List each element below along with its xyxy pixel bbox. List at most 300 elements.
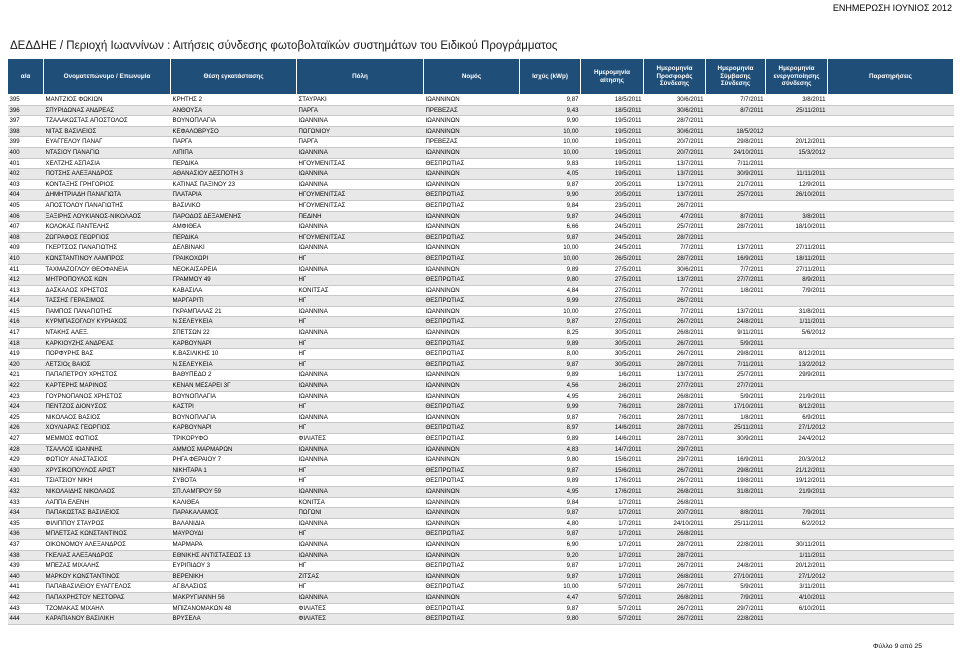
cell-power: 9,87 — [520, 359, 581, 370]
cell-remarks — [828, 275, 954, 286]
cell-location: ΛΙΠΙΠΑ — [171, 147, 297, 158]
table-row — [8, 338, 954, 349]
cell-city: ΙΩΑΝΝΙΝΑ — [297, 539, 424, 550]
cell-activation-date: 24/4/2012 — [766, 434, 828, 445]
cell-name: ΤΖΑΛΑΚΩΣΤΑΣ ΑΠΟΣΤΟΛΟΣ — [44, 116, 171, 127]
cell-application-date: 1/7/2011 — [581, 497, 644, 508]
cell-activation-date: 25/11/2011 — [766, 105, 828, 116]
cell-name: ΠΑΜΠΟΣ ΠΑΝΑΓΙΩΤΗΣ — [44, 306, 171, 317]
cell-contract-date — [706, 550, 766, 561]
cell-activation-date: 8/12/2011 — [766, 402, 828, 413]
cell-offer-date: 30/6/2011 — [644, 95, 706, 106]
table-row — [8, 381, 954, 392]
cell-contract-date: 31/8/2011 — [706, 486, 766, 497]
cell-city: ΗΓ — [297, 275, 424, 286]
col-header-city: Πόλη — [297, 59, 424, 95]
cell-contract-date: 24/8/2011 — [706, 561, 766, 572]
cell-activation-date: 13/2/2012 — [766, 359, 828, 370]
cell-application-date: 7/6/2011 — [581, 412, 644, 423]
cell-application-date: 1/7/2011 — [581, 550, 644, 561]
cell-prefecture: ΘΕΣΠΡΩΤΙΑΣ — [424, 603, 520, 614]
cell-location: ΜΑΡΓΑΡΙΤΙ — [171, 296, 297, 307]
cell-activation-date: 8/9/2011 — [766, 275, 828, 286]
table-row — [8, 497, 954, 508]
cell-prefecture: ΙΩΑΝΝΙΝΩΝ — [424, 126, 520, 137]
cell-contract-date: 30/9/2011 — [706, 169, 766, 180]
cell-city: ΗΓ — [297, 338, 424, 349]
cell-activation-date: 27/11/2011 — [766, 243, 828, 254]
cell-location: ΚΑΛΙΘΕΑ — [171, 497, 297, 508]
table-row — [8, 306, 954, 317]
cell-remarks — [828, 539, 954, 550]
cell-power: 9,87 — [520, 179, 581, 190]
cell-activation-date — [766, 529, 828, 540]
cell-aa: 427 — [8, 434, 44, 445]
cell-remarks — [828, 349, 954, 360]
table-row — [8, 211, 954, 222]
cell-remarks — [828, 222, 954, 233]
cell-prefecture: ΙΩΑΝΝΙΝΩΝ — [424, 243, 520, 254]
cell-city: ΦΙΛΙΑΤΕΣ — [297, 603, 424, 614]
table-row — [8, 603, 954, 614]
cell-contract-date: 27/7/2011 — [706, 275, 766, 286]
cell-city: ΗΓ — [297, 582, 424, 593]
cell-activation-date: 26/10/2011 — [766, 190, 828, 201]
cell-location: ΑΜΜΟΣ ΜΑΡΜΑΡΩΝ — [171, 444, 297, 455]
cell-aa: 434 — [8, 508, 44, 519]
cell-contract-date — [706, 200, 766, 211]
cell-aa: 415 — [8, 306, 44, 317]
cell-prefecture: ΙΩΑΝΝΙΝΩΝ — [424, 391, 520, 402]
cell-name: ΧΡΥΣΙΚΟΠΟΥΛΟΣ ΑΡΙΣΤ — [44, 465, 171, 476]
cell-aa: 418 — [8, 338, 44, 349]
cell-contract-date: 7/11/2011 — [706, 359, 766, 370]
cell-location: ΒΡΥΣΕΛΑ — [171, 614, 297, 625]
cell-name: ΚΑΡΤΕΡΗΣ ΜΑΡΙΝΟΣ — [44, 381, 171, 392]
cell-city: ΙΩΑΝΝΙΝΑ — [297, 179, 424, 190]
cell-offer-date: 26/7/2011 — [644, 603, 706, 614]
cell-name: ΛΑΠΠΑ ΕΛΕΝΗ — [44, 497, 171, 508]
cell-prefecture: ΙΩΑΝΝΙΝΩΝ — [424, 169, 520, 180]
cell-city: ΣΤΑΥΡΑΚΙ — [297, 95, 424, 106]
table-row — [8, 169, 954, 180]
cell-offer-date: 24/10/2011 — [644, 518, 706, 529]
cell-power: 4,05 — [520, 169, 581, 180]
cell-remarks — [828, 444, 954, 455]
cell-offer-date: 26/8/2011 — [644, 592, 706, 603]
cell-application-date: 27/5/2011 — [581, 275, 644, 286]
page-title: ΔΕΔΔΗΕ / Περιοχή Ιωαννίνων : Αιτήσεις σύνδεσης φωτοβολταϊκών συστημάτων του Ειδικού Προγράμματος — [10, 40, 558, 52]
cell-remarks — [828, 381, 954, 392]
cell-remarks — [828, 497, 954, 508]
table-row — [8, 317, 954, 328]
cell-location: ΑΜΦΙΘΕΑ — [171, 222, 297, 233]
cell-application-date: 26/5/2011 — [581, 253, 644, 264]
cell-city: ΙΩΑΝΝΙΝΑ — [297, 222, 424, 233]
cell-location: Ν.ΣΕΛΕΥΚΕΙΑ — [171, 317, 297, 328]
cell-name: ΔΗΜΗΤΡΙΑΔΗ ΠΑΝΑΓΙΩΤΑ — [44, 190, 171, 201]
cell-offer-date: 26/7/2011 — [644, 200, 706, 211]
table-row — [8, 391, 954, 402]
table-row — [8, 539, 954, 550]
cell-offer-date: 25/7/2011 — [644, 222, 706, 233]
cell-offer-date: 13/7/2011 — [644, 179, 706, 190]
cell-offer-date: 26/8/2011 — [644, 391, 706, 402]
cell-prefecture: ΘΕΣΠΡΩΤΙΑΣ — [424, 338, 520, 349]
cell-contract-date: 19/8/2011 — [706, 476, 766, 487]
cell-aa: 402 — [8, 169, 44, 180]
cell-name: ΦΙΛΙΠΠΟΥ ΣΤΑΥΡΟΣ — [44, 518, 171, 529]
cell-activation-date: 6/9/2011 — [766, 412, 828, 423]
cell-city: ΠΑΡΓΑ — [297, 105, 424, 116]
cell-aa: 403 — [8, 179, 44, 190]
cell-remarks — [828, 434, 954, 445]
cell-city: ΙΩΑΝΝΙΝΑ — [297, 264, 424, 275]
cell-power: 9,43 — [520, 105, 581, 116]
cell-offer-date: 26/8/2011 — [644, 328, 706, 339]
table-header-row — [8, 59, 954, 95]
col-header-remarks: Παρατηρήσεις — [828, 59, 954, 95]
cell-contract-date: 18/5/2012 — [706, 126, 766, 137]
cell-contract-date: 28/7/2011 — [706, 222, 766, 233]
cell-power: 9,84 — [520, 200, 581, 211]
cell-remarks — [828, 486, 954, 497]
cell-power: 9,83 — [520, 158, 581, 169]
cell-location: ΓΚΡΑΜΠΑΛΑΣ 21 — [171, 306, 297, 317]
cell-offer-date: 26/7/2011 — [644, 338, 706, 349]
cell-aa: 411 — [8, 264, 44, 275]
cell-prefecture: ΘΕΣΠΡΩΤΙΑΣ — [424, 349, 520, 360]
cell-activation-date: 31/8/2011 — [766, 306, 828, 317]
cell-location: ΣΠ.ΛΑΜΠΡΟΥ 59 — [171, 486, 297, 497]
cell-city: ΗΓΟΥΜΕΝΙΤΣΑΣ — [297, 200, 424, 211]
cell-aa: 416 — [8, 317, 44, 328]
cell-remarks — [828, 328, 954, 339]
cell-name: ΤΑΧΜΑΖΟΓΛΟΥ ΘΕΟΦΑΝΕΙΑ — [44, 264, 171, 275]
cell-aa: 408 — [8, 232, 44, 243]
cell-prefecture: ΙΩΑΝΝΙΝΩΝ — [424, 116, 520, 127]
cell-city: ΗΓ — [297, 529, 424, 540]
cell-contract-date: 8/7/2011 — [706, 105, 766, 116]
cell-name: ΖΩΓΡΑΦΟΣ ΓΕΩΡΓΙΟΣ — [44, 232, 171, 243]
table-row — [8, 179, 954, 190]
table-row — [8, 370, 954, 381]
cell-power: 4,83 — [520, 444, 581, 455]
cell-prefecture: ΙΩΑΝΝΙΝΩΝ — [424, 95, 520, 106]
cell-activation-date — [766, 158, 828, 169]
cell-location: ΚΑΒΑΣΙΛΑ — [171, 285, 297, 296]
cell-prefecture: ΙΩΑΝΝΙΝΩΝ — [424, 285, 520, 296]
cell-city: ΗΓΟΥΜΕΝΙΤΣΑΣ — [297, 232, 424, 243]
cell-power: 9,87 — [520, 232, 581, 243]
cell-name: ΦΩΤΙΟΥ ΑΝΑΣΤΑΣΙΟΣ — [44, 455, 171, 466]
cell-offer-date: 28/7/2011 — [644, 232, 706, 243]
cell-activation-date: 18/10/2011 — [766, 222, 828, 233]
cell-application-date: 15/6/2011 — [581, 455, 644, 466]
cell-name: ΚΟΛΟΚΑΣ ΠΑΝΤΕΛΗΣ — [44, 222, 171, 233]
cell-location: ΚΡΗΤΗΣ 2 — [171, 95, 297, 106]
table-row — [8, 158, 954, 169]
cell-remarks — [828, 158, 954, 169]
cell-offer-date: 13/7/2011 — [644, 158, 706, 169]
cell-contract-date: 1/8/2011 — [706, 412, 766, 423]
cell-aa: 417 — [8, 328, 44, 339]
cell-offer-date: 20/7/2011 — [644, 147, 706, 158]
cell-aa: 422 — [8, 381, 44, 392]
cell-power: 9,99 — [520, 296, 581, 307]
cell-remarks — [828, 582, 954, 593]
cell-name: ΜΑΝΤΖΙΟΣ ΦΩΚΙΩΝ — [44, 95, 171, 106]
cell-activation-date — [766, 614, 828, 625]
cell-city: ΗΓ — [297, 253, 424, 264]
col-header-activation-date: Ημερομηνία ενεργοποίησης σύνδεσης — [766, 59, 828, 95]
cell-offer-date: 26/8/2011 — [644, 486, 706, 497]
cell-city: ΗΓΟΥΜΕΝΙΤΣΑΣ — [297, 190, 424, 201]
cell-contract-date: 24/8/2011 — [706, 317, 766, 328]
cell-aa: 425 — [8, 412, 44, 423]
col-header-name: Ονοματεπώνυμο / Επωνυμία — [44, 59, 171, 95]
cell-activation-date — [766, 444, 828, 455]
cell-remarks — [828, 147, 954, 158]
cell-prefecture: ΘΕΣΠΡΩΤΙΑΣ — [424, 232, 520, 243]
cell-offer-date: 30/6/2011 — [644, 126, 706, 137]
cell-activation-date: 21/9/2011 — [766, 486, 828, 497]
cell-location: ΚΑΤΙΝΑΣ ΠΑΞΙΝΟΥ 23 — [171, 179, 297, 190]
cell-name: ΣΠΥΡΙΔΩΝΑΣ ΑΝΔΡΕΑΣ — [44, 105, 171, 116]
cell-city: ΙΩΑΝΝΙΝΑ — [297, 592, 424, 603]
cell-city: ΗΓ — [297, 476, 424, 487]
cell-application-date: 5/7/2011 — [581, 592, 644, 603]
cell-remarks — [828, 338, 954, 349]
cell-activation-date: 5/6/2012 — [766, 328, 828, 339]
cell-aa: 398 — [8, 126, 44, 137]
cell-aa: 437 — [8, 539, 44, 550]
cell-activation-date: 27/1/2012 — [766, 571, 828, 582]
cell-application-date: 24/5/2011 — [581, 243, 644, 254]
cell-offer-date: 27/7/2011 — [644, 381, 706, 392]
cell-application-date: 19/5/2011 — [581, 147, 644, 158]
cell-application-date: 19/5/2011 — [581, 137, 644, 148]
cell-prefecture: ΙΩΑΝΝΙΝΩΝ — [424, 508, 520, 519]
cell-location: ΡΗΓΑ ΦΕΡΑΙΟΥ 7 — [171, 455, 297, 466]
cell-remarks — [828, 465, 954, 476]
table-row — [8, 296, 954, 307]
cell-prefecture: ΘΕΣΠΡΩΤΙΑΣ — [424, 465, 520, 476]
cell-city: ΙΩΑΝΝΙΝΑ — [297, 444, 424, 455]
cell-power: 8,97 — [520, 423, 581, 434]
cell-activation-date: 21/9/2011 — [766, 391, 828, 402]
cell-prefecture: ΘΕΣΠΡΩΤΙΑΣ — [424, 253, 520, 264]
cell-application-date: 30/5/2011 — [581, 349, 644, 360]
cell-prefecture: ΠΡΕΒΕΖΑΣ — [424, 137, 520, 148]
cell-power: 10,00 — [520, 243, 581, 254]
cell-location: ΣΠΕΤΣΩΝ 22 — [171, 328, 297, 339]
cell-activation-date: 27/1/2012 — [766, 423, 828, 434]
cell-name: ΑΠΟΣΤΟΛΟΥ ΠΑΝΑΓΙΩΤΗΣ — [44, 200, 171, 211]
cell-remarks — [828, 423, 954, 434]
table-row — [8, 232, 954, 243]
cell-application-date: 24/5/2011 — [581, 232, 644, 243]
cell-activation-date: 6/2/2012 — [766, 518, 828, 529]
cell-application-date: 2/6/2011 — [581, 381, 644, 392]
cell-contract-date: 22/8/2011 — [706, 614, 766, 625]
cell-offer-date: 26/7/2011 — [644, 582, 706, 593]
cell-application-date: 1/7/2011 — [581, 508, 644, 519]
cell-activation-date: 20/3/2012 — [766, 455, 828, 466]
cell-location: ΚΕΦΑΛΟΒΡΥΣΟ — [171, 126, 297, 137]
cell-application-date: 27/5/2011 — [581, 264, 644, 275]
cell-location: ΑΘΑΝΑΣΙΟΥ ΔΕΣΠΟΤΗ 3 — [171, 169, 297, 180]
cell-aa: 442 — [8, 592, 44, 603]
cell-aa: 410 — [8, 253, 44, 264]
cell-name: ΝΙΚΟΛΑΙΔΗΣ ΝΙΚΟΛΑΟΣ — [44, 486, 171, 497]
cell-aa: 439 — [8, 561, 44, 572]
cell-name: ΜΗΤΡΟΠΟΥΛΟΣ ΚΩΝ — [44, 275, 171, 286]
cell-aa: 397 — [8, 116, 44, 127]
cell-contract-date: 25/7/2011 — [706, 190, 766, 201]
cell-prefecture: ΙΩΑΝΝΙΝΩΝ — [424, 497, 520, 508]
cell-prefecture: ΙΩΑΝΝΙΝΩΝ — [424, 592, 520, 603]
cell-power: 9,80 — [520, 455, 581, 466]
cell-city: ΗΓΟΥΜΕΝΙΤΣΑΣ — [297, 158, 424, 169]
cell-aa: 429 — [8, 455, 44, 466]
table-row — [8, 571, 954, 582]
cell-offer-date: 13/7/2011 — [644, 275, 706, 286]
cell-application-date: 5/7/2011 — [581, 614, 644, 625]
cell-location: ΚΑΡΒΟΥΝΑΡΙ — [171, 338, 297, 349]
cell-name: ΜΠΕΖΑΣ ΜΙΧΑΛΗΣ — [44, 561, 171, 572]
cell-name: ΚΑΡΚΙΟΥΖΗΣ ΑΝΔΡΕΑΣ — [44, 338, 171, 349]
cell-contract-date: 5/9/2011 — [706, 338, 766, 349]
cell-power: 9,80 — [520, 275, 581, 286]
cell-contract-date — [706, 116, 766, 127]
table-row — [8, 349, 954, 360]
cell-city: ΙΩΑΝΝΙΝΑ — [297, 169, 424, 180]
table-row — [8, 561, 954, 572]
cell-application-date: 19/5/2011 — [581, 169, 644, 180]
cell-location: ΠΕΡΔΙΚΑ — [171, 158, 297, 169]
cell-activation-date: 27/11/2011 — [766, 264, 828, 275]
cell-remarks — [828, 211, 954, 222]
cell-city: ΙΩΑΝΝΙΝΑ — [297, 381, 424, 392]
cell-offer-date: 26/8/2011 — [644, 497, 706, 508]
cell-location: ΚΑΡΒΟΥΝΑΡΙ — [171, 423, 297, 434]
cell-prefecture: ΙΩΑΝΝΙΝΩΝ — [424, 370, 520, 381]
cell-contract-date: 30/9/2011 — [706, 434, 766, 445]
cell-name: ΝΤΑΣΙΟΥ ΠΑΝΑΓΙΩ — [44, 147, 171, 158]
cell-remarks — [828, 455, 954, 466]
cell-application-date: 17/6/2011 — [581, 476, 644, 487]
cell-activation-date: 20/12/2011 — [766, 137, 828, 148]
cell-name: ΚΥΡΜΠΑΣΟΓΛΟΥ ΚΥΡΙΑΚΟΣ — [44, 317, 171, 328]
cell-application-date: 2/6/2011 — [581, 391, 644, 402]
cell-offer-date: 29/7/2011 — [644, 455, 706, 466]
cell-prefecture: ΘΕΣΠΡΩΤΙΑΣ — [424, 296, 520, 307]
cell-remarks — [828, 190, 954, 201]
table-row — [8, 275, 954, 286]
table-row — [8, 486, 954, 497]
cell-location: ΠΑΡΑΚΑΛΑΜΟΣ — [171, 508, 297, 519]
cell-remarks — [828, 264, 954, 275]
cell-contract-date: 21/7/2011 — [706, 179, 766, 190]
cell-city: ΙΩΑΝΝΙΝΑ — [297, 391, 424, 402]
cell-city: ΙΩΑΝΝΙΝΑ — [297, 306, 424, 317]
cell-name: ΞΑΞΙΡΗΣ ΛΟΥΚΙΑΝΟΣ-ΝΙΚΟΛΑΟΣ — [44, 211, 171, 222]
cell-offer-date: 13/7/2011 — [644, 370, 706, 381]
cell-prefecture: ΙΩΑΝΝΙΝΩΝ — [424, 455, 520, 466]
cell-contract-date: 5/9/2011 — [706, 582, 766, 593]
cell-remarks — [828, 614, 954, 625]
cell-power: 9,90 — [520, 190, 581, 201]
cell-name: ΠΑΠΑΒΑΣΙΛΕΙΟΥ ΕΥΑΓΓΕΛΟΣ — [44, 582, 171, 593]
cell-location: ΕΥΡΙΠΙΔΟΥ 3 — [171, 561, 297, 572]
cell-prefecture: ΙΩΑΝΝΙΝΩΝ — [424, 518, 520, 529]
cell-power: 9,87 — [520, 211, 581, 222]
table-row — [8, 222, 954, 233]
cell-activation-date: 1/11/2011 — [766, 317, 828, 328]
cell-offer-date: 26/8/2011 — [644, 571, 706, 582]
cell-aa: 420 — [8, 359, 44, 370]
cell-offer-date: 26/7/2011 — [644, 349, 706, 360]
cell-prefecture: ΙΩΑΝΝΙΝΩΝ — [424, 486, 520, 497]
cell-contract-date: 29/7/2011 — [706, 603, 766, 614]
cell-aa: 396 — [8, 105, 44, 116]
cell-location: ΜΑΡΜΑΡΑ — [171, 539, 297, 550]
cell-remarks — [828, 391, 954, 402]
cell-name: ΤΑΣΣΗΣ ΓΕΡΑΣΙΜΟΣ — [44, 296, 171, 307]
cell-remarks — [828, 317, 954, 328]
cell-offer-date: 20/7/2011 — [644, 137, 706, 148]
cell-activation-date — [766, 381, 828, 392]
cell-activation-date — [766, 126, 828, 137]
cell-prefecture: ΙΩΑΝΝΙΝΩΝ — [424, 381, 520, 392]
table-row — [8, 126, 954, 137]
table-row — [8, 592, 954, 603]
cell-offer-date: 26/7/2011 — [644, 614, 706, 625]
cell-remarks — [828, 508, 954, 519]
cell-contract-date: 24/10/2011 — [706, 147, 766, 158]
table-row — [8, 243, 954, 254]
cell-remarks — [828, 95, 954, 106]
cell-prefecture: ΙΩΑΝΝΙΝΩΝ — [424, 412, 520, 423]
cell-contract-date: 7/7/2011 — [706, 95, 766, 106]
table-row — [8, 402, 954, 413]
cell-name: ΠΑΠΑΠΕΤΡΟΥ ΧΡΗΣΤΟΣ — [44, 370, 171, 381]
cell-location: ΜΑΚΡΥΓΙΑΝΝΗ 56 — [171, 592, 297, 603]
cell-name: ΧΟΥΛΙΑΡΑΣ ΓΕΩΡΓΙΟΣ — [44, 423, 171, 434]
cell-aa: 400 — [8, 147, 44, 158]
cell-power: 8,00 — [520, 349, 581, 360]
cell-power: 10,00 — [520, 137, 581, 148]
cell-remarks — [828, 370, 954, 381]
cell-aa: 407 — [8, 222, 44, 233]
cell-power: 4,95 — [520, 391, 581, 402]
cell-offer-date: 28/7/2011 — [644, 116, 706, 127]
table-row — [8, 518, 954, 529]
cell-name: ΜΠΛΕΤΣΑΣ ΚΩΝΣΤΑΝΤΙΝΟΣ — [44, 529, 171, 540]
table-row — [8, 412, 954, 423]
cell-city: ΙΩΑΝΝΙΝΑ — [297, 518, 424, 529]
cell-application-date: 1/6/2011 — [581, 370, 644, 381]
cell-remarks — [828, 296, 954, 307]
cell-activation-date: 7/9/2011 — [766, 285, 828, 296]
cell-name: ΧΕΛΤΖΗΣ ΑΣΠΑΣΙΑ — [44, 158, 171, 169]
cell-activation-date: 15/3/2012 — [766, 147, 828, 158]
cell-city: ΙΩΑΝΝΙΝΑ — [297, 370, 424, 381]
cell-offer-date: 28/7/2011 — [644, 423, 706, 434]
applications-table — [7, 58, 954, 625]
cell-city: ΙΩΑΝΝΙΝΑ — [297, 550, 424, 561]
